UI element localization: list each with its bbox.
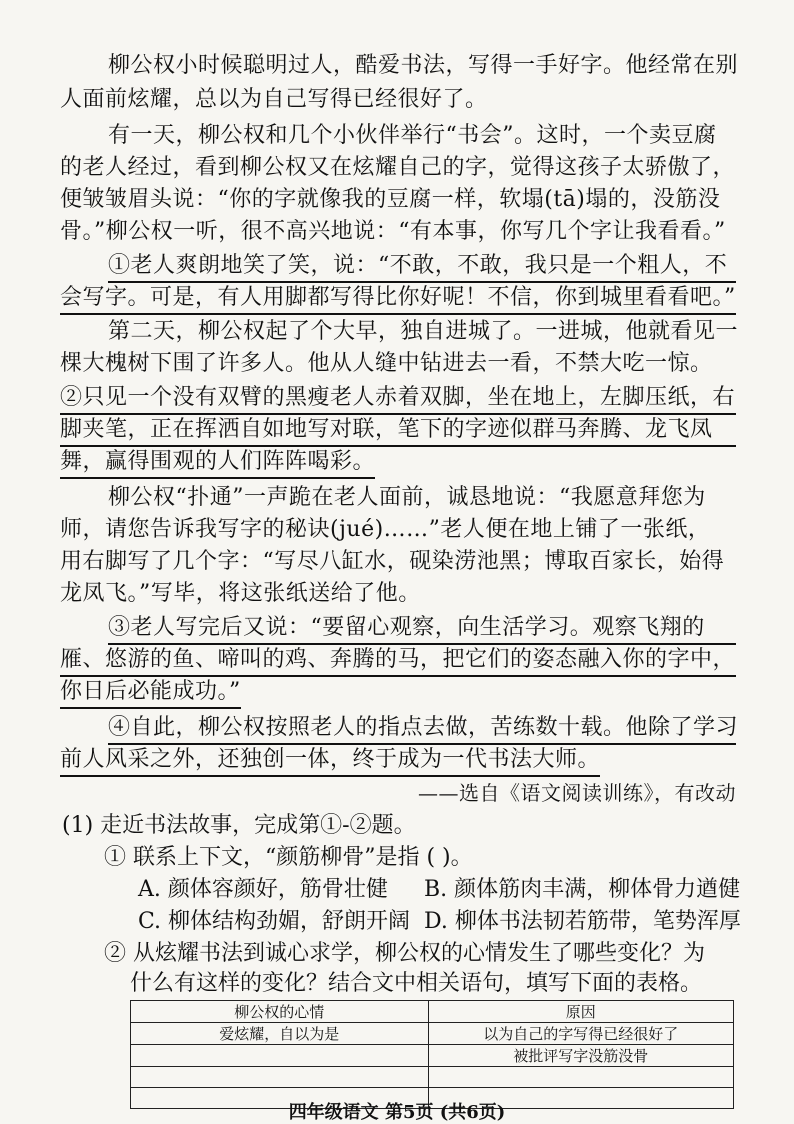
underlined-sentence-1-cont: 会写字。可是，有人用脚都写得比你好呢！不信，你到城里看看吧。” bbox=[60, 284, 736, 315]
passage-line: 第二天，柳公权起了个大早，独自进城了。一进城，他就看见一 bbox=[108, 319, 739, 344]
passage-line: 有一天，柳公权和几个小伙伴举行“书会”。这时，一个卖豆腐 bbox=[108, 123, 717, 148]
source-citation: ——选自《语文阅读训练》，有改动 bbox=[418, 781, 736, 805]
table-row bbox=[131, 1067, 734, 1088]
underlined-sentence-3-end: 你日后必能成功。” bbox=[60, 678, 241, 709]
mood-cell[interactable] bbox=[131, 1045, 429, 1067]
option-a[interactable]: A. 颜体容颜好，筋骨壮健 bbox=[138, 877, 388, 902]
reason-cell[interactable]: 被批评写字没筋没骨 bbox=[428, 1045, 733, 1067]
underlined-sentence-4: ④自此，柳公权按照老人的指点去做，苦练数十载。他除了学习 bbox=[108, 714, 736, 745]
passage-line: 的老人经过，看到柳公权又在炫耀自己的字，觉得这孩子太骄傲了， bbox=[60, 155, 736, 180]
underlined-sentence-2-cont: 脚夹笔，正在挥洒自如地写对联，笔下的字迹似群马奔腾、龙飞凤 bbox=[60, 416, 736, 447]
passage-line: 骨。”柳公权一听，很不高兴地说：“有本事，你写几个字让我看看。” bbox=[60, 219, 726, 244]
underlined-sentence-2: ②只见一个没有双臂的黑瘦老人赤着双脚，坐在地上，左脚压纸，右 bbox=[60, 384, 736, 415]
underlined-sentence-4-end: 前人风采之外，还独创一体，终于成为一代书法大师。 bbox=[60, 746, 600, 777]
passage-line: 柳公权“扑通”一声跪在老人面前，诚恳地说：“我愿意拜您为 bbox=[108, 485, 706, 510]
underlined-sentence-3: ③老人写完后又说：“要留心观察，向生活学习。观察飞翔的 bbox=[108, 614, 736, 645]
answer-table bbox=[130, 1000, 734, 1109]
table-row bbox=[131, 1045, 734, 1067]
option-b[interactable]: B. 颜体筋肉丰满，柳体骨力遒健 bbox=[424, 877, 741, 902]
mood-cell[interactable]: 爱炫耀，自以为是 bbox=[131, 1023, 429, 1045]
passage-line: 师，请您告诉我写字的秘诀(jué)……”老人便在地上铺了一张纸， bbox=[60, 517, 711, 542]
underlined-sentence-3-cont: 雁、悠游的鱼、啼叫的鸡、奔腾的马，把它们的姿态融入你的字中， bbox=[60, 646, 736, 677]
column-header-reason: 原因 bbox=[428, 1001, 733, 1023]
reason-cell[interactable]: 以为自己的字写得已经很好了 bbox=[428, 1023, 733, 1045]
page-footer: 四年级语文 第5页 (共6页) bbox=[288, 1102, 506, 1123]
underlined-sentence-2-end: 舞，赢得围观的人们阵阵喝彩。 bbox=[60, 448, 375, 479]
passage-line: 柳公权小时候聪明过人，酷爱书法，写得一手好字。他经常在别 bbox=[108, 53, 739, 78]
underlined-sentence-1: ①老人爽朗地笑了笑，说：“不敢，不敢，我只是一个粗人，不 bbox=[108, 252, 736, 283]
question-1-header: (1) 走近书法故事，完成第①-②题。 bbox=[62, 813, 416, 838]
passage-line: 人面前炫耀，总以为自己写得已经很好了。 bbox=[60, 87, 488, 112]
reason-cell[interactable] bbox=[428, 1067, 733, 1088]
option-c[interactable]: C. 柳体结构劲媚，舒朗开阔 bbox=[138, 909, 411, 934]
mood-cell[interactable] bbox=[131, 1067, 429, 1088]
option-d[interactable]: D. 柳体书法韧若筋带，笔势浑厚 bbox=[424, 909, 741, 934]
question-2-line-2: 什么有这样的变化？结合文中相关语句，填写下面的表格。 bbox=[130, 971, 703, 996]
column-header-mood: 柳公权的心情 bbox=[131, 1001, 429, 1023]
table-header-row bbox=[131, 1001, 734, 1023]
passage-line: 便皱皱眉头说：“你的字就像我的豆腐一样，软塌(tā)塌的，没筋没 bbox=[60, 187, 721, 212]
question-2-line-1: ② 从炫耀书法到诚心求学，柳公权的心情发生了哪些变化？为 bbox=[104, 941, 705, 966]
passage-line: 用右脚写了几个字：“写尽八缸水，砚染涝池黑；博取百家长，始得 bbox=[60, 549, 725, 574]
passage-line: 棵大槐树下围了许多人。他从人缝中钻进去一看，不禁大吃一惊。 bbox=[60, 351, 713, 376]
passage-line: 龙凤飞。”写毕，将这张纸送给了他。 bbox=[60, 581, 421, 606]
table-row bbox=[131, 1023, 734, 1045]
question-1-stem: ① 联系上下文，“颜筋柳骨”是指 ( )。 bbox=[104, 845, 473, 870]
